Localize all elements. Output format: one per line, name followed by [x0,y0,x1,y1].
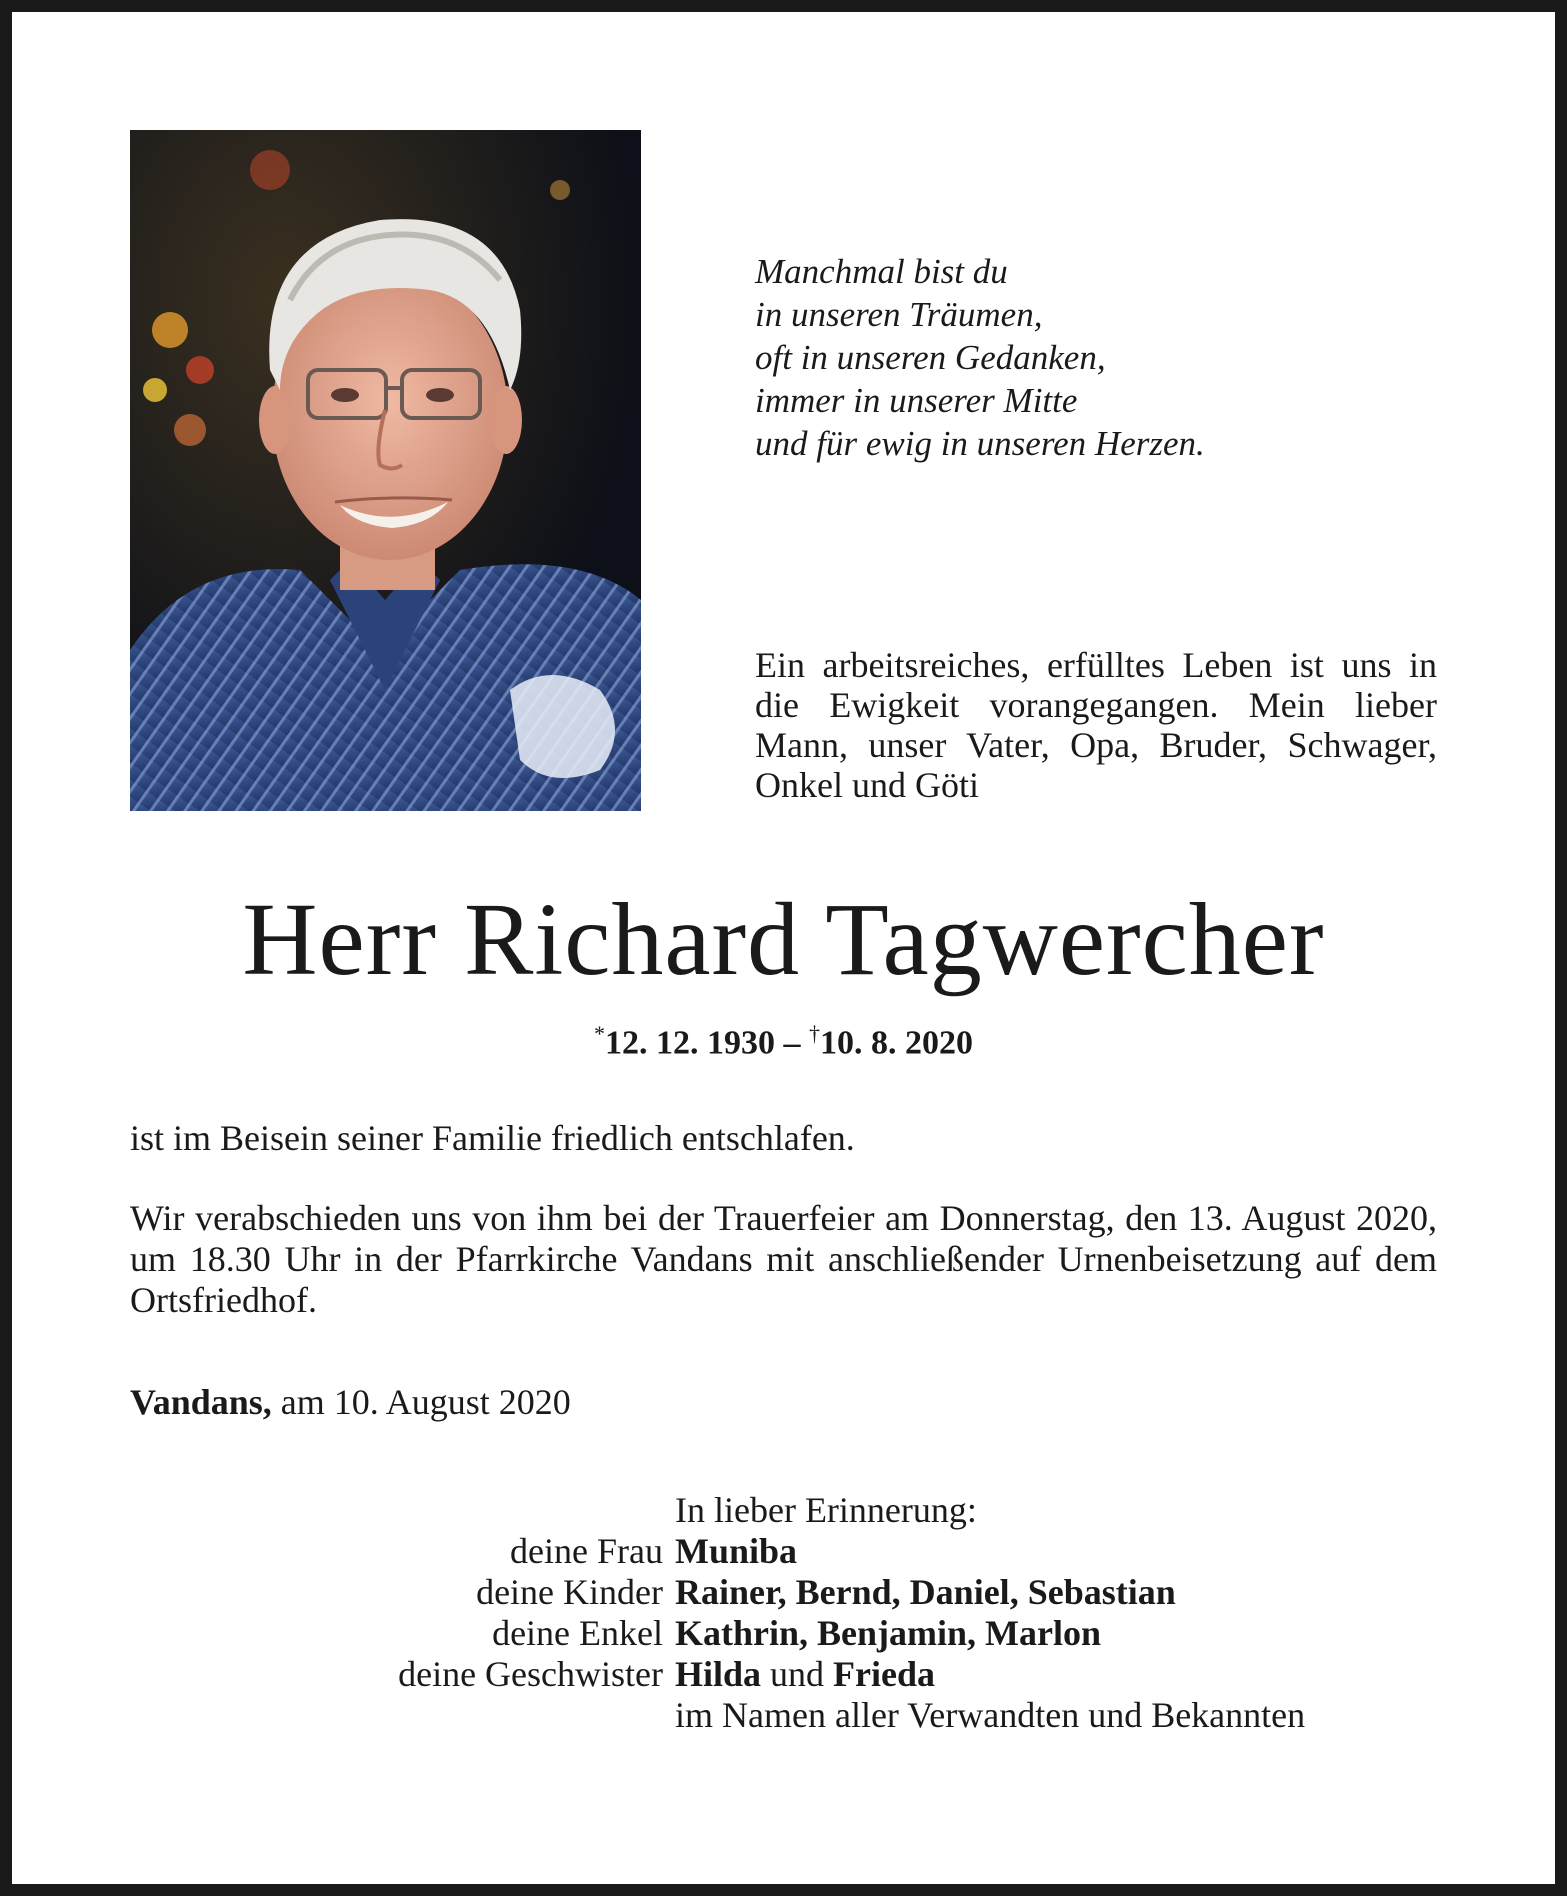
sibling-name: Hilda [675,1654,762,1694]
relation-label: deine Geschwister [398,1654,663,1694]
relation-label: deine Kinder [476,1572,663,1612]
date-separator: – [775,1024,809,1062]
mourner-row [0,1613,1567,1654]
portrait-photo [130,130,641,811]
memorial-poem [755,250,1455,465]
poem-line: immer in unserer Mitte [755,381,1078,420]
mourner-row [0,1531,1567,1572]
death-symbol: † [809,1021,820,1046]
poem-line: oft in unseren Gedanken, [755,338,1106,377]
poem-line: in unseren Träumen, [755,295,1043,334]
mourner-row [0,1654,1567,1695]
place-name: Vandans, [130,1382,272,1422]
relation-label: deine Frau [510,1531,663,1571]
place-date [130,1382,1437,1423]
funeral-details: Wir verabschieden uns von ihm bei der Trauerfeier am Donnerstag, den 13. August 2020, um 18.30 Uhr in der Pfarrkirche Vandans mit anschließender Urnenbeisetzung auf dem Ortsfriedhof. [130,1198,1437,1320]
passing-statement: ist im Beisein seiner Familie friedlich entschlafen. [130,1118,855,1158]
poem-line: Manchmal bist du [755,252,1008,291]
birth-date: 12. 12. 1930 [605,1024,775,1062]
mourner-names: Muniba [675,1531,798,1571]
sibling-name: Frieda [833,1654,936,1694]
intro-text: Ein arbeitsreiches, erfülltes Leben ist uns in die Ewigkeit vorangegangen. Mein lieber Mann, unser Vater, Opa, Bruder, Schwager, Onkel und Göti [755,645,1437,805]
death-date: 10. 8. 2020 [820,1024,973,1062]
closing-heading: In lieber Erinnerung: [675,1490,977,1530]
birth-symbol: * [594,1021,605,1046]
poem-line: und für ewig in unseren Herzen. [755,424,1205,463]
mourner-names [675,1654,935,1695]
life-dates [0,1012,1567,1065]
mourner-row [0,1572,1567,1613]
name-connector: und [761,1654,834,1694]
mourner-names: Rainer, Bernd, Daniel, Sebastian [675,1572,1176,1612]
deceased-name: Herr Richard Tagwercher [242,882,1325,997]
mourner-names: Kathrin, Benjamin, Marlon [675,1613,1102,1653]
relation-label: deine Enkel [492,1613,663,1653]
announcement-date: am 10. August 2020 [271,1382,571,1422]
mourners-list [0,1490,1567,1736]
closing-footer: im Namen aller Verwandten und Bekannten [675,1695,1306,1735]
